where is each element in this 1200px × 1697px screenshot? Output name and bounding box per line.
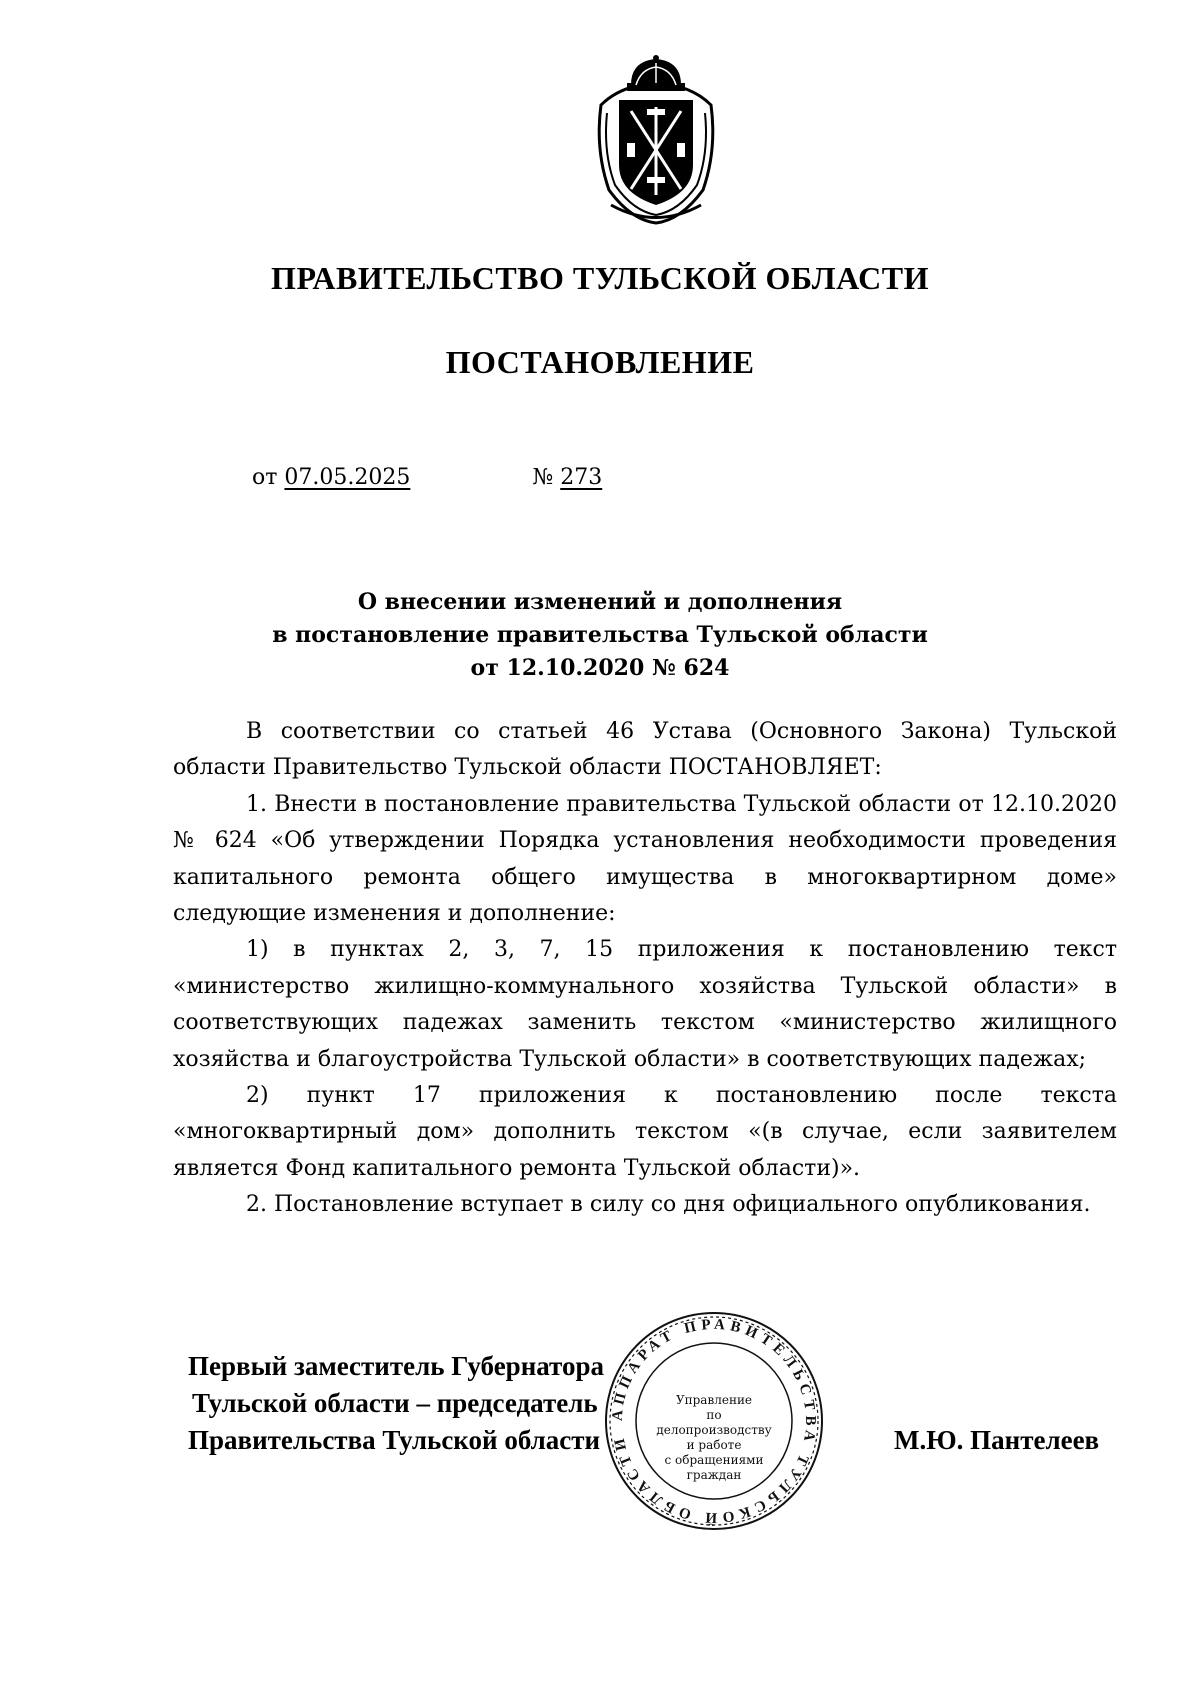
document-type-title: ПОСТАНОВЛЕНИЕ [445,344,755,380]
position-line: Тульской области – председатель [192,1388,598,1418]
number-label: № [532,465,554,490]
document-body [173,714,1117,1224]
date-label: от [252,465,278,490]
stamp-ring-text: АППАРАТ ПРАВИТЕЛЬСТВА ТУЛЬСКОЙ ОБЛАСТИ [609,1316,819,1526]
signatory-position [188,1348,604,1459]
subject-line: от 12.10.2020 № 624 [470,655,730,681]
document-date: 07.05.2025 [284,465,411,490]
position-line: Первый заместитель Губернатора [188,1351,604,1381]
signatory-name: М.Ю. Пантелеев [894,1425,1100,1455]
body-paragraph: 2. Постановление вступает в силу со дня официального опубликования. [246,1192,1091,1218]
body-paragraph: 1. Внести в постановление правительства Тульской области от 12.10.2020 № 624 «Об утверждении Порядка установления необходимости проведения капитального ремонта общего имущества в многоквартирном доме» следующие изменения и дополнение: [173,791,1117,927]
subject-line: в постановление правительства Тульской области [272,622,928,648]
date-number-line [252,463,602,493]
document-number: 273 [560,465,603,490]
coat-of-arms-emblem [591,55,721,225]
body-paragraph: 1) в пунктах 2, 3, 7, 15 приложения к постановлению текст «министерство жилищно-коммунального хозяйства Тульской области» в соответствующих падежах заменить текстом «министерство жилищного хозяйства и благоустройства Тульской области» в соответствующих падежах; [173,937,1117,1072]
subject-line: О внесении изменений и дополнения [357,589,843,615]
organization-title: ПРАВИТЕЛЬСТВО ТУЛЬСКОЙ ОБЛАСТИ [271,260,929,296]
document-subject [0,586,1200,685]
body-paragraph: В соответствии со статьей 46 Устава (Основного Закона) Тульской области Правительство Тульской области ПОСТАНОВЛЯЕТ: [173,719,1117,781]
stamp-center-text: Управление по делопроизводству и работе с обращениями граждан [656,1393,772,1482]
position-line: Правительства Тульской области [188,1425,601,1455]
body-paragraph: 2) пункт 17 приложения к постановлению после текста «многоквартирный дом» дополнить текстом «(в случае, если заявителем является Фонд капитального ремонта Тульской области)». [173,1083,1117,1181]
